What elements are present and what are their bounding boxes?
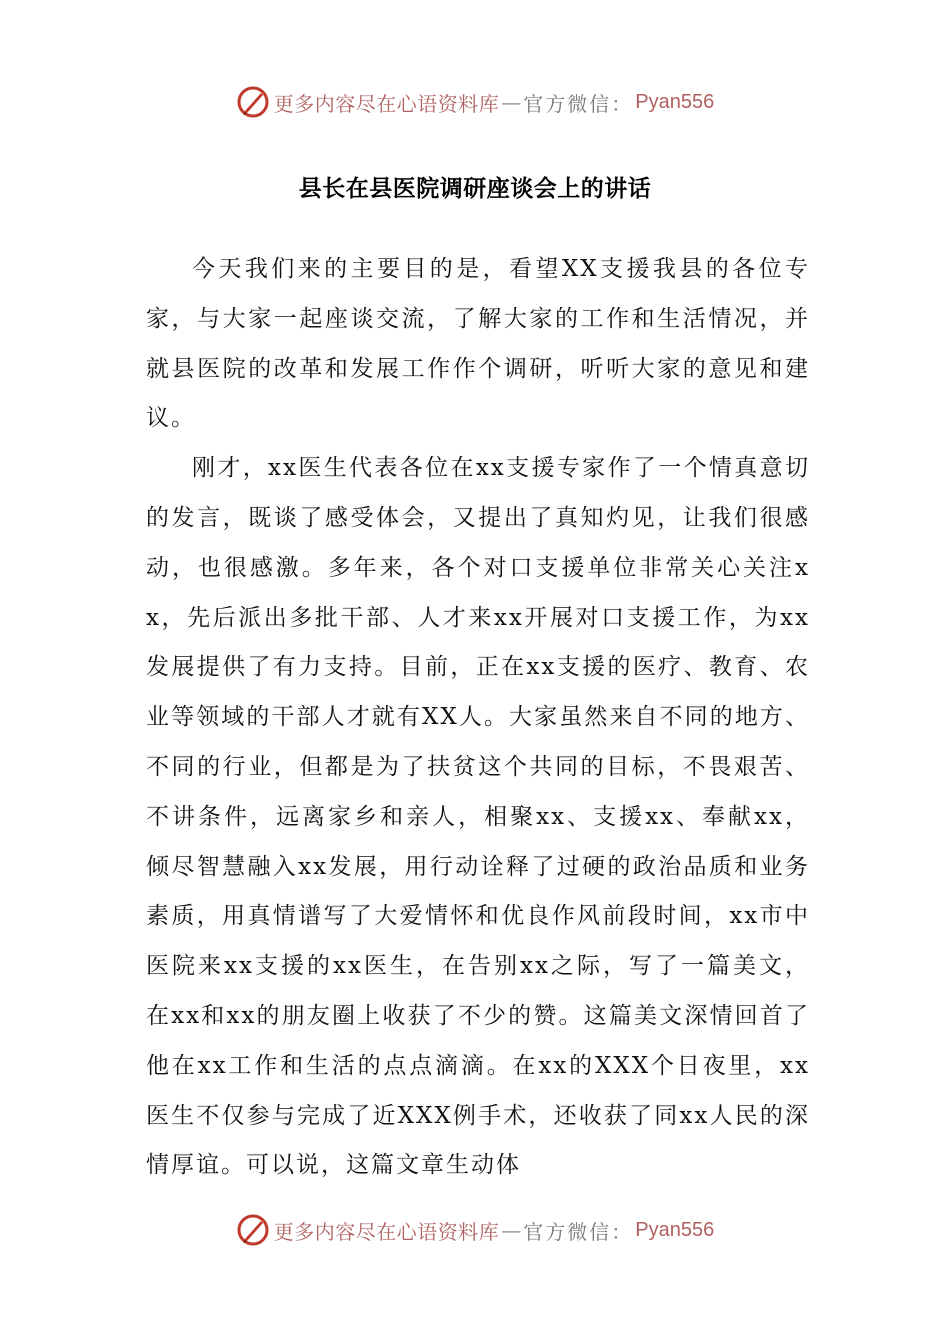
pen-logo-icon [236, 1213, 270, 1247]
watermark-wechat-id: Pyan556 [635, 1218, 715, 1241]
header-watermark [0, 82, 950, 122]
watermark-site-text: 更多内容尽在心语资料库 [273, 1219, 500, 1244]
watermark-label: 官方微信： [523, 1219, 634, 1244]
watermark-separator: — [501, 1218, 522, 1242]
paragraph-2: 刚才，xx医生代表各位在xx支援专家作了一个情真意切的发言，既谈了感受体会，又提出了真知灼见，让我们很感动，也很感激。多年来，各个对口支援单位非常关心关注xx，先后派出多批干部、人才来xx开展对口支援工作，为xx发展提供了有力支持。目前，正在xx支援的医疗、教育、农业等领域的干部人才就有XX人。大家虽然来自不同的地方、不同的行业，但都是为了扶贫这个共同的目标，不畏艰苦、不讲条件，远离家乡和亲人，相聚xx、支援xx、奉献xx，倾尽智慧融入xx发展，用行动诠释了过硬的政治品质和业务素质，用真情谱写了大爱情怀和优良作风前段时间，xx市中医院来xx支援的xx医生，在告别xx之际，写了一篇美文，在xx和xx的朋友圈上收获了不少的赞。这篇美文深情回首了他在xx工作和生活的点点滴滴。在xx的XXX个日夜里，xx医生不仅参与完成了近XXX例手术，还收获了同xx人民的深情厚谊。可以说，这篇文章生动体 [146, 455, 810, 1179]
watermark-label: 官方微信： [523, 91, 634, 116]
pen-logo-icon [236, 85, 270, 119]
document-title: 县长在县医院调研座谈会上的讲话 [298, 175, 652, 202]
watermark-site-text: 更多内容尽在心语资料库 [273, 91, 500, 116]
document-body [146, 245, 810, 1191]
footer-watermark [0, 1210, 950, 1250]
watermark-wechat-id: Pyan556 [635, 90, 715, 113]
watermark-separator: — [501, 90, 522, 114]
paragraph-1: 今天我们来的主要目的是，看望XX支援我县的各位专家，与大家一起座谈交流，了解大家的工作和生活情况，并就县医院的改革和发展工作作个调研，听听大家的意见和建议。 [146, 256, 810, 432]
